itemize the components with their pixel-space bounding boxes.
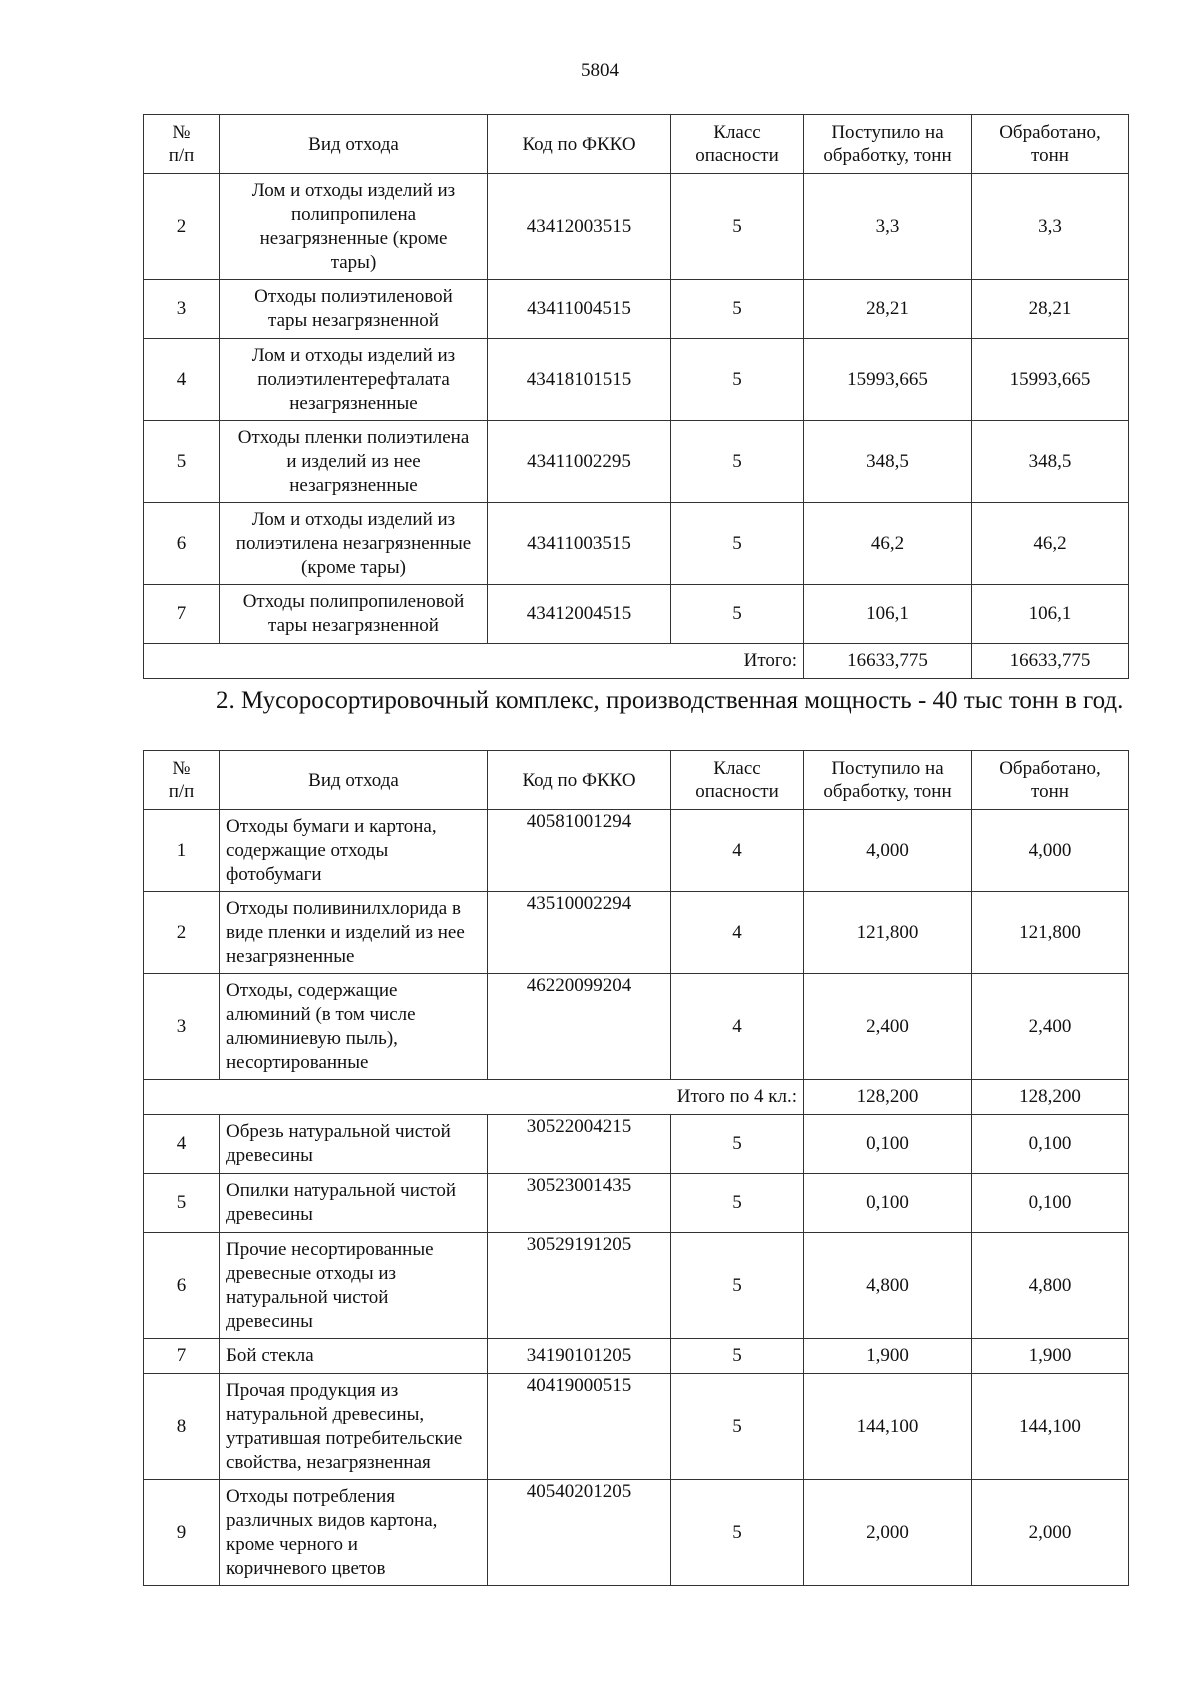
total-label: Итого: [144,644,804,679]
cell-waste-type: Отходы полиэтиленовой тары незагрязненной [220,280,488,339]
table-row [144,339,1129,421]
total-row [144,644,1129,679]
cell-number: 5 [144,421,220,503]
cell-waste-type: Лом и отходы изделий из полиэтилентерефталата незагрязненные [220,339,488,421]
cell-waste-type: Прочая продукция из натуральной древесины, утратившая потребительские свойства, незагрязненная [220,1374,488,1480]
cell-hazard-class: 5 [671,174,804,280]
cell-processed: 1,900 [972,1339,1129,1374]
cell-received: 0,100 [804,1115,972,1174]
table-row [144,280,1129,339]
cell-number: 6 [144,1233,220,1339]
table-row [144,1174,1129,1233]
cell-number: 2 [144,892,220,974]
cell-waste-type: Опилки натуральной чистой древесины [220,1174,488,1233]
cell-fkko-code: 30529191205 [488,1233,671,1339]
cell-number: 4 [144,1115,220,1174]
subtotal-received: 128,200 [804,1080,972,1115]
table-row [144,174,1129,280]
subtotal-row [144,1080,1129,1115]
cell-received: 144,100 [804,1374,972,1480]
cell-received: 106,1 [804,585,972,644]
subtotal-label: Итого по 4 кл.: [144,1080,804,1115]
cell-fkko-code: 30523001435 [488,1174,671,1233]
cell-fkko-code: 43411004515 [488,280,671,339]
cell-fkko-code: 40581001294 [488,810,671,892]
cell-processed: 28,21 [972,280,1129,339]
cell-waste-type: Лом и отходы изделий из полипропилена незагрязненные (кроме тары) [220,174,488,280]
table-row [144,810,1129,892]
cell-number: 3 [144,280,220,339]
cell-waste-type: Прочие несортированные древесные отходы из натуральной чистой древесины [220,1233,488,1339]
table-row [144,1374,1129,1480]
section-heading: 2. Мусоросортировочный комплекс, производственная мощность - 40 тыс тонн в год. [216,687,1124,714]
cell-received: 0,100 [804,1174,972,1233]
cell-received: 121,800 [804,892,972,974]
cell-hazard-class: 5 [671,1115,804,1174]
cell-received: 4,000 [804,810,972,892]
cell-processed: 4,800 [972,1233,1129,1339]
cell-hazard-class: 5 [671,585,804,644]
cell-processed: 348,5 [972,421,1129,503]
cell-hazard-class: 5 [671,503,804,585]
cell-waste-type: Отходы потребления различных видов картона, кроме черного и коричневого цветов [220,1480,488,1586]
cell-waste-type: Бой стекла [220,1339,488,1374]
waste-table-2 [143,750,1129,1586]
header-fkko-code: Код по ФККО [488,115,671,174]
cell-number: 6 [144,503,220,585]
subtotal-processed: 128,200 [972,1080,1129,1115]
cell-processed: 121,800 [972,892,1129,974]
cell-hazard-class: 5 [671,1339,804,1374]
header-received: Поступило на обработку, тонн [804,751,972,810]
table-header-row [144,115,1129,174]
total-received: 16633,775 [804,644,972,679]
cell-received: 28,21 [804,280,972,339]
cell-hazard-class: 5 [671,421,804,503]
cell-hazard-class: 4 [671,974,804,1080]
cell-processed: 0,100 [972,1115,1129,1174]
header-received: Поступило на обработку, тонн [804,115,972,174]
header-fkko-code: Код по ФККО [488,751,671,810]
cell-processed: 144,100 [972,1374,1129,1480]
header-processed: Обработано, тонн [972,115,1129,174]
header-hazard-class: Класс опасности [671,115,804,174]
cell-processed: 2,400 [972,974,1129,1080]
table-row [144,974,1129,1080]
cell-fkko-code: 43411002295 [488,421,671,503]
cell-number: 7 [144,1339,220,1374]
cell-fkko-code: 34190101205 [488,1339,671,1374]
cell-fkko-code: 30522004215 [488,1115,671,1174]
cell-fkko-code: 46220099204 [488,974,671,1080]
waste-table-1 [143,114,1129,679]
cell-hazard-class: 5 [671,1480,804,1586]
table-row [144,1480,1129,1586]
cell-hazard-class: 5 [671,280,804,339]
table-row [144,421,1129,503]
cell-number: 9 [144,1480,220,1586]
cell-fkko-code: 40419000515 [488,1374,671,1480]
table-row [144,1339,1129,1374]
cell-waste-type: Отходы бумаги и картона, содержащие отходы фотобумаги [220,810,488,892]
table-row [144,585,1129,644]
table-row [144,1115,1129,1174]
cell-fkko-code: 43411003515 [488,503,671,585]
cell-fkko-code: 43418101515 [488,339,671,421]
cell-waste-type: Лом и отходы изделий из полиэтилена незагрязненные (кроме тары) [220,503,488,585]
header-processed: Обработано, тонн [972,751,1129,810]
cell-waste-type: Отходы пленки полиэтилена и изделий из нее незагрязненные [220,421,488,503]
page-number: 5804 [581,60,619,81]
cell-hazard-class: 5 [671,1233,804,1339]
cell-processed: 46,2 [972,503,1129,585]
cell-received: 4,800 [804,1233,972,1339]
cell-hazard-class: 5 [671,339,804,421]
cell-received: 15993,665 [804,339,972,421]
cell-number: 1 [144,810,220,892]
cell-received: 3,3 [804,174,972,280]
header-waste-type: Вид отхода [220,115,488,174]
cell-number: 4 [144,339,220,421]
cell-hazard-class: 5 [671,1374,804,1480]
cell-received: 46,2 [804,503,972,585]
table-row [144,1233,1129,1339]
cell-hazard-class: 5 [671,1174,804,1233]
cell-number: 8 [144,1374,220,1480]
cell-waste-type: Отходы полипропиленовой тары незагрязненной [220,585,488,644]
cell-processed: 15993,665 [972,339,1129,421]
cell-waste-type: Отходы поливинилхлорида в виде пленки и изделий из нее незагрязненные [220,892,488,974]
table-row [144,892,1129,974]
cell-processed: 3,3 [972,174,1129,280]
cell-hazard-class: 4 [671,810,804,892]
header-number: № п/п [144,751,220,810]
cell-hazard-class: 4 [671,892,804,974]
header-waste-type: Вид отхода [220,751,488,810]
cell-number: 2 [144,174,220,280]
cell-processed: 4,000 [972,810,1129,892]
cell-waste-type: Обрезь натуральной чистой древесины [220,1115,488,1174]
cell-received: 2,400 [804,974,972,1080]
cell-processed: 2,000 [972,1480,1129,1586]
cell-number: 5 [144,1174,220,1233]
cell-processed: 106,1 [972,585,1129,644]
cell-received: 1,900 [804,1339,972,1374]
cell-processed: 0,100 [972,1174,1129,1233]
cell-fkko-code: 43510002294 [488,892,671,974]
cell-received: 2,000 [804,1480,972,1586]
cell-number: 7 [144,585,220,644]
cell-number: 3 [144,974,220,1080]
cell-waste-type: Отходы, содержащие алюминий (в том числе алюминиевую пыль), несортированные [220,974,488,1080]
cell-fkko-code: 43412004515 [488,585,671,644]
cell-fkko-code: 43412003515 [488,174,671,280]
total-processed: 16633,775 [972,644,1129,679]
header-number: № п/п [144,115,220,174]
header-hazard-class: Класс опасности [671,751,804,810]
table-header-row [144,751,1129,810]
cell-fkko-code: 40540201205 [488,1480,671,1586]
cell-received: 348,5 [804,421,972,503]
table-row [144,503,1129,585]
